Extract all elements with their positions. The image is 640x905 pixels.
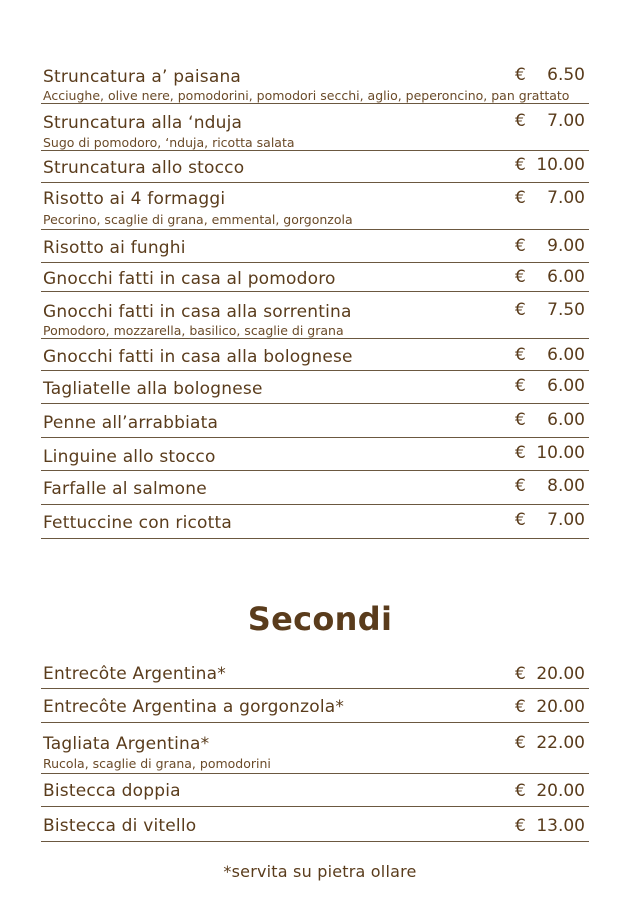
menu-item (41, 292, 589, 339)
item-price: € 10.00 (515, 155, 585, 175)
menu-item (41, 438, 589, 471)
menu-item (41, 263, 589, 292)
menu-item (41, 62, 589, 104)
menu-item (41, 183, 589, 230)
menu-item (41, 807, 589, 842)
item-name: Bistecca doppia (43, 781, 181, 801)
item-name: Fettuccine con ricotta (43, 513, 233, 533)
item-description: Pomodoro, mozzarella, basilico, scaglie di grana (43, 323, 344, 338)
item-price: € 9.00 (515, 236, 585, 256)
item-name: Gnocchi fatti in casa alla sorrentina (43, 302, 352, 322)
item-name: Farfalle al salmone (43, 479, 207, 499)
item-description: Pecorino, scaglie di grana, emmental, gorgonzola (43, 212, 353, 227)
menu-item (41, 471, 589, 505)
item-price: € 6.00 (515, 376, 585, 396)
secondi-list (41, 656, 589, 842)
menu-item (41, 230, 589, 263)
item-name: Penne all’arrabbiata (43, 413, 219, 433)
menu-item (41, 151, 589, 183)
item-price: € 8.00 (515, 476, 585, 496)
item-price: € 7.00 (515, 188, 585, 208)
item-name: Bistecca di vitello (43, 816, 197, 836)
item-name: Risotto ai 4 formaggi (43, 189, 226, 209)
menu-item (41, 371, 589, 404)
item-price: € 7.50 (515, 300, 585, 320)
item-price: € 7.00 (515, 111, 585, 131)
menu-item (41, 656, 589, 689)
item-price: € 6.00 (515, 345, 585, 365)
item-description: Sugo di pomodoro, ‘nduja, ricotta salata (43, 135, 295, 150)
section-title: Secondi (247, 600, 393, 638)
item-price: € 6.00 (515, 267, 585, 287)
menu-item (41, 404, 589, 438)
item-price: € 6.00 (515, 410, 585, 430)
item-name: Struncatura a’ paisana (43, 67, 242, 87)
item-name: Struncatura alla ‘nduja (43, 113, 243, 133)
item-name: Tagliatelle alla bolognese (43, 379, 263, 399)
menu-item (41, 505, 589, 539)
item-name: Linguine allo stocco (43, 447, 216, 467)
menu-item (41, 104, 589, 151)
item-price: € 22.00 (515, 733, 585, 753)
item-name: Entrecôte Argentina a gorgonzola* (43, 697, 345, 717)
item-name: Risotto ai funghi (43, 238, 186, 258)
item-name: Gnocchi fatti in casa al pomodoro (43, 269, 336, 289)
item-price: € 13.00 (515, 816, 585, 836)
menu-item (41, 774, 589, 807)
item-price: € 20.00 (515, 697, 585, 717)
item-price: € 6.50 (515, 65, 585, 85)
item-name: Gnocchi fatti in casa alla bolognese (43, 347, 353, 367)
item-name: Entrecôte Argentina* (43, 664, 226, 684)
menu-item (41, 689, 589, 723)
primi-list (41, 62, 589, 539)
footnote: *servita su pietra ollare (223, 862, 417, 881)
item-name: Struncatura allo stocco (43, 158, 245, 178)
item-price: € 20.00 (515, 664, 585, 684)
item-description: Rucola, scaglie di grana, pomodorini (43, 756, 271, 771)
item-price: € 10.00 (515, 443, 585, 463)
menu-item (41, 723, 589, 774)
item-name: Tagliata Argentina* (43, 734, 210, 754)
item-price: € 7.00 (515, 510, 585, 530)
item-price: € 20.00 (515, 781, 585, 801)
item-description: Acciughe, olive nere, pomodorini, pomodori secchi, aglio, peperoncino, pan grattato (43, 88, 570, 103)
menu-item (41, 339, 589, 371)
